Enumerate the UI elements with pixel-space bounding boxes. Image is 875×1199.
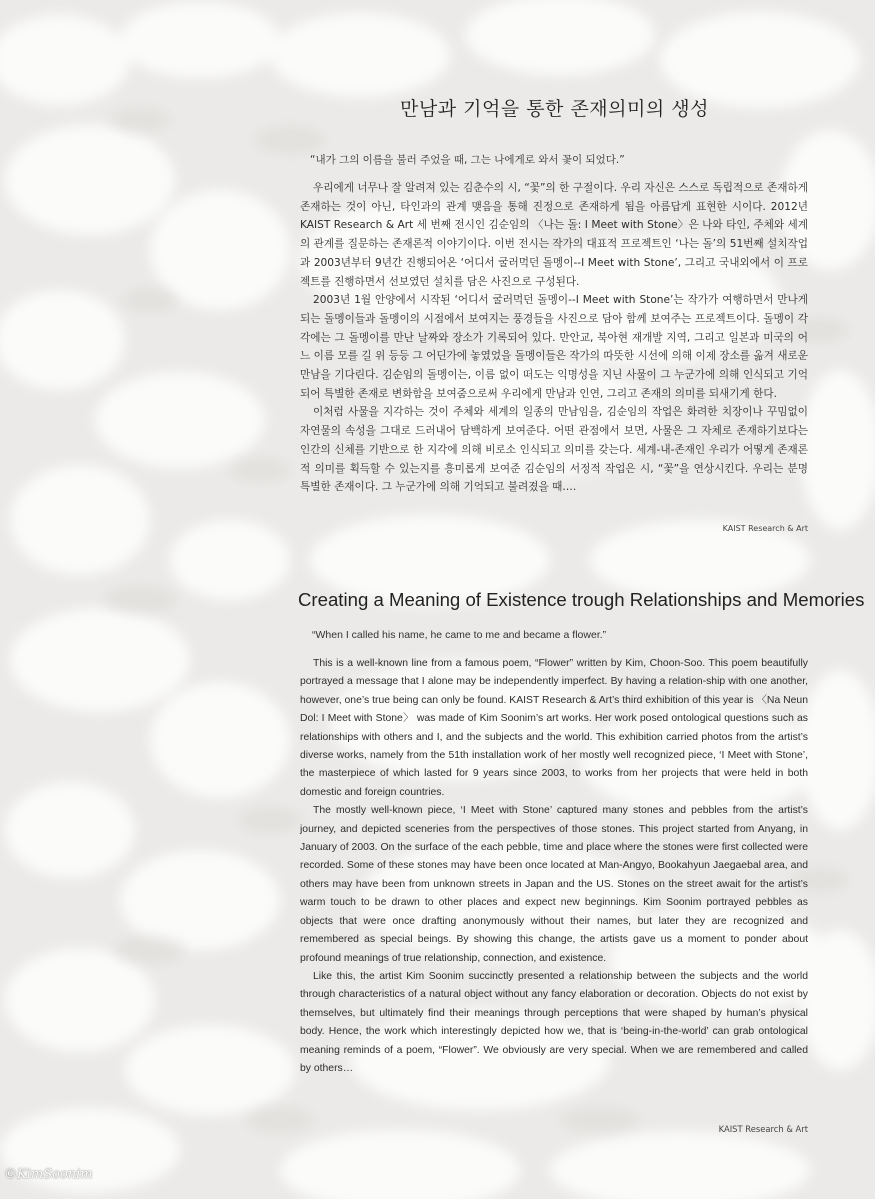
korean-paragraph: 우리에게 너무나 잘 알려져 있는 김춘수의 시, “꽃”의 한 구절이다. 우리 자신은 스스로 독립적으로 존재하게 존재하는 것이 아닌, 타인과의 관계 맺음을 통해 진정으로 존재하게 됨을 아름답게 표현한 시이다. 2012년 KAIST Research & Art 세 번째 전시인 김순임의 〈나는 돌: I Meet with Stone〉은 나와 타인, 주체와 세계의 관계를 질문하는 존재론적 이야기이다. 이번 전시는 작가의 대표적 프로젝트인 ‘나는 돌’의 51번째 설치작업과 2003년부터 9년간 진행되어온 ‘어디서 굴러먹던 돌멩이--I Meet with Stone’, 그리고 국내외에서 이 프로젝트를 진행하면서 선보였던 설치를 담은 사진으로 구성된다. (300, 182, 808, 288)
english-credit: KAIST Research & Art (718, 1124, 808, 1134)
english-title: Creating a Meaning of Existence trough Relationships and Memories (298, 589, 865, 610)
english-quote: “When I called his name, he came to me and became a flower.” (312, 629, 607, 641)
copyright-watermark: ©KimSoonim (4, 1167, 93, 1182)
korean-paragraph: 이처럼 사물을 지각하는 것이 주체와 세계의 일종의 만남임을, 김순임의 작업은 화려한 치장이나 꾸밈없이 자연물의 속성을 그대로 드러내어 담백하게 보여준다. 어떤 관점에서 보면, 사물은 그 자체로 존재하기보다는 인간의 신체를 기반으로 한 지각에 의해 비로소 인식되고 의미를 갖는다. 세계-내-존재인 우리가 어떻게 존재론적 의미를 획득할 수 있는지를 흥미롭게 보여준 김순임의 서정적 작업은 시, “꽃”을 연상시킨다. 우리는 분명 특별한 존재이다. 그 누군가에 의해 기억되고 불려졌을 때…. (300, 406, 808, 494)
korean-body (300, 179, 808, 497)
korean-title: 만남과 기억을 통한 존재의미의 생성 (400, 98, 709, 120)
english-paragraph: This is a well-known line from a famous poem, “Flower” written by Kim, Choon-Soo. This poem beautifully portrayed a message that I alone may be independently imperfect. By having a relation-ship with one another, however, one’s true being can only be found. KAIST Research & Art’s third exhibition of this year is 〈Na Neun Dol: I Meet with Stone〉 was made of Kim Soonim’s art works. Her work posed ontological questions such as relationships with others and I, and the subjects and the world. This exhibition carried photos from the artist’s diverse works, namely from the 51th installation work of her mostly well recognized piece, ‘I Meet with Stone’, the masterpiece of which lasted for 9 years since 2003, to works from her projects that were held in both domestic and foreign countries. (300, 658, 808, 798)
english-body (300, 655, 808, 1078)
korean-paragraph: 2003년 1월 안양에서 시작된 ‘어디서 굴러먹던 돌멩이--I Meet with Stone’는 작가가 여행하면서 만나게 되는 돌멩이들과 돌멩이의 시점에서 보여지는 풍경들을 사진으로 담아 함께 보여주는 프로젝트이다. 돌멩이 각각에는 그 돌멩이를 만난 날짜와 장소가 기록되어 있다. 만안교, 북아현 재개발 지역, 그리고 일본과 미국의 어느 이름 모를 길 위 등등 그 어딘가에 놓였었을 돌멩이들은 작가의 따뜻한 시선에 의해 이제 장소를 옮겨 새로운 만남을 기다린다. 김순임의 돌멩이는, 이름 없이 떠도는 익명성을 지닌 사물이 그 누군가에 의해 인식되고 기억되어 특별한 존재로 변화함을 보여줌으로써 우리에게 만남과 인연, 그리고 존재의 의미를 되새기게 한다. (300, 294, 808, 400)
english-paragraph: The mostly well-known piece, ‘I Meet with Stone’ captured many stones and pebbles from the artist’s journey, and depicted sceneries from the perspectives of those stones. This project started from Anyang, in January of 2003. On the surface of the each pebble, time and place where the stones were first collected were recorded. Some of these stones may have been once located at Man-Angyo, Bookahyun Jaegaebal area, and others may have been from unknown streets in Japan and the US. Stones on the street await for the artist’s warm touch to be drawn to other places and expect new beginnings. Kim Soonim portrayed pebbles as objects that were once drafting anonymously without their names, but later they are recognized and remembered as special beings. By showing this change, the artists gave us a moment to ponder about profound meanings of true relationship, connection, and existence. (300, 805, 808, 964)
korean-quote: “내가 그의 이름을 불러 주었을 때, 그는 나에게로 와서 꽃이 되었다.” (310, 154, 625, 166)
korean-credit: KAIST Research & Art (722, 524, 808, 533)
english-paragraph: Like this, the artist Kim Soonim succinctly presented a relationship between the subjects and the world through characteristics of a natural object without any fancy elaboration or decoration. Objects do not exist by themselves, but ultimately find their meanings through perceptions that were shaped by human’s physical body. Hence, the work which interestingly depicted how we, that is ‘being-in-the-world’ can grab ontological meaning reminds of a poem, “Flower”. We obviously are very special. When we are remembered and called by others… (300, 970, 808, 1074)
